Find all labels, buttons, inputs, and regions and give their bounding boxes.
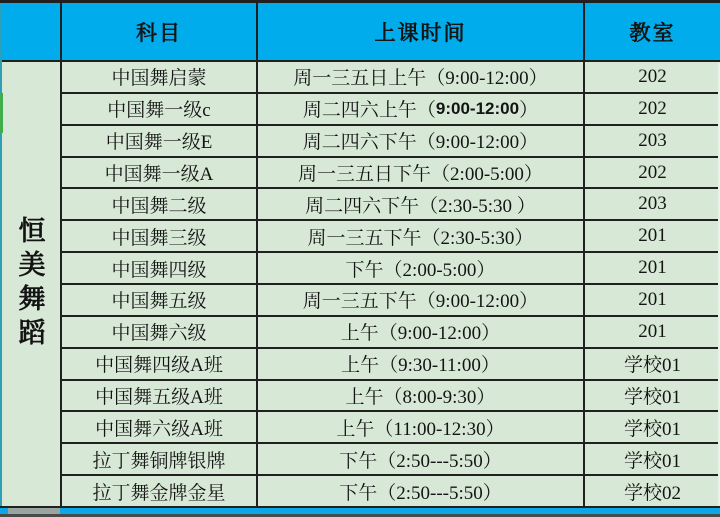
room-cell: 学校02 [585, 476, 720, 506]
room-cell: 202 [585, 158, 720, 188]
table-row [62, 253, 720, 283]
room-cell: 201 [585, 221, 720, 251]
room-cell: 学校01 [585, 444, 720, 474]
time-cell: 上午（11:00-12:30） [258, 412, 583, 442]
school-name: 恒美舞蹈 [14, 216, 45, 352]
room-cell: 学校01 [585, 381, 720, 411]
school-name-cell [0, 62, 60, 506]
time-cell: 周一三五日下午（2:00-5:00） [258, 158, 583, 188]
room-cell: 学校01 [585, 412, 720, 442]
table-row [62, 158, 720, 188]
table-row [62, 285, 720, 315]
time-cell: 上午（8:00-9:30） [258, 381, 583, 411]
header-corner-cell [0, 3, 60, 60]
header-room: 教室 [585, 3, 720, 60]
left-edge-green-accent [0, 93, 3, 133]
table-row [62, 317, 720, 347]
schedule-table [0, 3, 720, 506]
header-subject: 科目 [62, 3, 256, 60]
table-row [62, 62, 720, 92]
room-cell: 202 [585, 94, 720, 124]
time-cell: 上午（9:00-12:00） [258, 317, 583, 347]
subject-cell: 中国舞启蒙 [62, 62, 256, 92]
table-row [62, 381, 720, 411]
table-row [62, 221, 720, 251]
subject-cell: 中国舞五级 [62, 285, 256, 315]
time-cell [258, 94, 583, 124]
time-cell: 下午（2:50---5:50） [258, 476, 583, 506]
table-row [62, 444, 720, 474]
subject-cell: 中国舞一级c [62, 94, 256, 124]
subject-cell: 中国舞六级 [62, 317, 256, 347]
table-row [62, 126, 720, 156]
room-cell: 201 [585, 253, 720, 283]
time-cell: 周一三五下午（9:00-12:00） [258, 285, 583, 315]
time-text: 周二四六上午（ [302, 100, 436, 122]
table-body [0, 62, 720, 506]
subject-cell: 拉丁舞金牌金星 [62, 476, 256, 506]
time-text: ） [519, 100, 539, 122]
subject-cell: 中国舞二级 [62, 189, 256, 219]
table-row [62, 412, 720, 442]
room-cell: 203 [585, 126, 720, 156]
subject-cell: 中国舞一级A [62, 158, 256, 188]
room-cell: 203 [585, 189, 720, 219]
left-edge-line [0, 3, 2, 506]
subject-cell: 中国舞四级A班 [62, 349, 256, 379]
table-row [62, 349, 720, 379]
subject-cell: 中国舞四级 [62, 253, 256, 283]
room-cell: 学校01 [585, 349, 720, 379]
room-cell: 202 [585, 62, 720, 92]
subject-cell: 中国舞三级 [62, 221, 256, 251]
time-cell: 周一三五日上午（9:00-12:00） [258, 62, 583, 92]
time-cell: 上午（9:30-11:00） [258, 349, 583, 379]
time-cell: 下午（2:50---5:50） [258, 444, 583, 474]
subject-cell: 拉丁舞铜牌银牌 [62, 444, 256, 474]
subject-cell: 中国舞五级A班 [62, 381, 256, 411]
time-cell: 下午（2:00-5:00） [258, 253, 583, 283]
subject-cell: 中国舞六级A班 [62, 412, 256, 442]
subject-cell: 中国舞一级E [62, 126, 256, 156]
table-row [62, 94, 720, 124]
time-cell: 周二四六下午（9:00-12:00） [258, 126, 583, 156]
table-rows [62, 62, 720, 506]
time-cell: 周二四六下午（2:30-5:30 ） [258, 189, 583, 219]
table-row [62, 189, 720, 219]
table-row [62, 476, 720, 506]
time-bold-text: 9:00-12:00 [435, 98, 520, 118]
time-cell: 周一三五下午（2:30-5:30） [258, 221, 583, 251]
header-time: 上课时间 [258, 3, 583, 60]
table-header-row [0, 3, 720, 60]
room-cell: 201 [585, 317, 720, 347]
room-cell: 201 [585, 285, 720, 315]
